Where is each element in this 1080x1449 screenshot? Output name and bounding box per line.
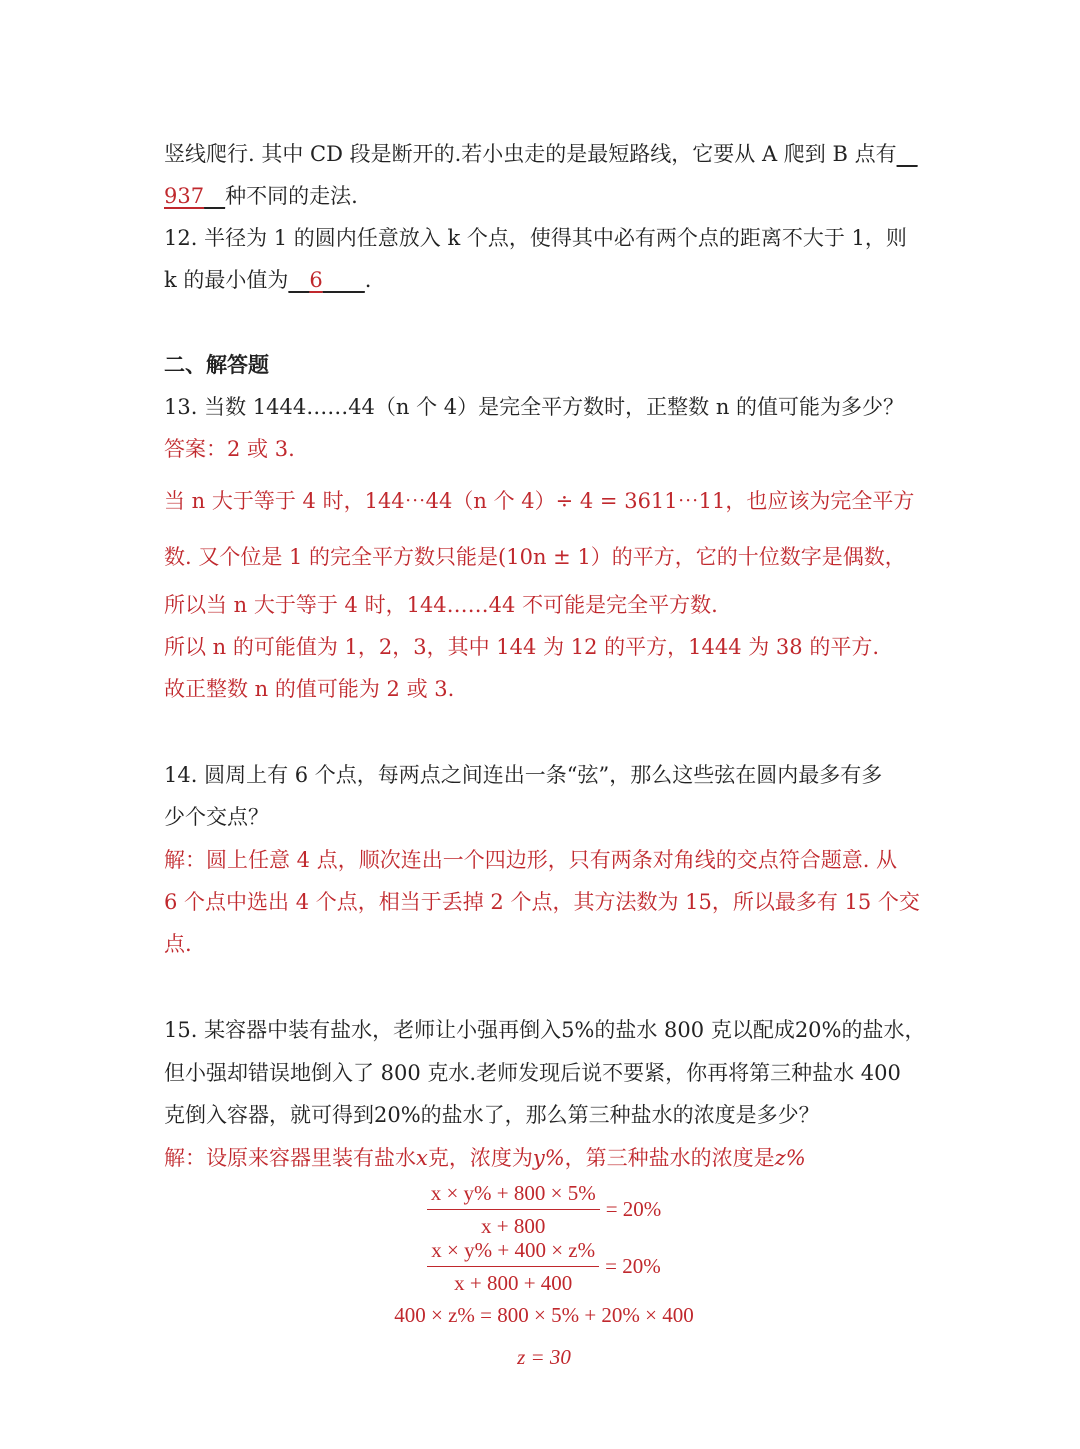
q14-question-2: 少个交点？ xyxy=(164,805,269,829)
q11-line-2 xyxy=(164,181,924,211)
section-heading: 二、解答题 xyxy=(164,352,269,377)
q15-eq2-denominator: x + 800 + 400 xyxy=(454,1271,573,1295)
q12-text: k 的最小值为 xyxy=(164,268,289,292)
q12-blank: __ xyxy=(288,268,310,292)
q13-solution-1: 当 n 大于等于 4 时，144⋯44（n 个 4）÷ 4 = 3611⋯11，也应该为完全平方 xyxy=(164,489,915,513)
q15-eq1-denominator: x + 800 xyxy=(481,1214,546,1238)
q12-answer: 6 xyxy=(309,268,323,292)
q15-eq1-numerator: x × y% + 800 × 5% xyxy=(427,1180,600,1210)
q13-answer: 答案：2 或 3. xyxy=(164,437,295,461)
q15-solution-intro xyxy=(164,1143,924,1173)
q11-text: 竖线爬行. 其中 CD 段是断开的.若小虫走的是最短路线，它要从 A 爬到 B 点有 xyxy=(164,142,897,166)
q12-line-2 xyxy=(164,265,924,295)
q13-solution-2: 数. 又个位是 1 的完全平方数只能是(10n ± 1）的平方，它的十位数字是偶数， xyxy=(164,545,906,569)
q11-answer: 937 xyxy=(164,184,205,208)
q12-tail: . xyxy=(364,268,372,292)
q15-var-x: x xyxy=(416,1146,428,1170)
q13-solution-3: 所以当 n 大于等于 4 时，144……44 不可能是完全平方数. xyxy=(164,593,718,617)
q15-question-2: 但小强却错误地倒入了 800 克水.老师发现后说不要紧，你再将第三种盐水 400 xyxy=(164,1061,901,1085)
q11-line-1 xyxy=(164,139,924,169)
q15-eq2-fraction xyxy=(427,1237,599,1296)
q15-equation-2 xyxy=(164,1237,924,1296)
q15-eq1-fraction xyxy=(427,1180,600,1239)
q12-blank-post: ____ xyxy=(322,268,365,292)
q15-question-1: 15. 某容器中装有盐水，老师让小强再倒入5%的盐水 800 克以配成20%的盐水， xyxy=(164,1018,926,1042)
q12-question: 12. 半径为 1 的圆内任意放入 k 个点，使得其中必有两个点的距离不大于 1，则 xyxy=(164,226,907,250)
q15-question-3: 克倒入容器，就可得到20%的盐水了，那么第三种盐水的浓度是多少？ xyxy=(164,1103,820,1127)
q11-blank: __ xyxy=(896,142,918,166)
q15-eq2-numerator: x × y% + 400 × z% xyxy=(427,1237,599,1267)
q13-question: 13. 当数 1444……44（n 个 4）是完全平方数时，正整数 n 的值可能为多少？ xyxy=(164,395,905,419)
q15-eq1-rhs: = 20% xyxy=(605,1197,662,1221)
q12-line-1 xyxy=(164,223,924,253)
q14-solution-3: 点. xyxy=(164,932,192,956)
q15-eq2-rhs: = 20% xyxy=(605,1254,661,1278)
q14-solution-1: 解：圆上任意 4 点，顺次连出一个四边形，只有两条对角线的交点符合题意. 从 xyxy=(164,848,898,872)
q13-solution-4: 所以 n 的可能值为 1，2，3，其中 144 为 12 的平方，1444 为 38 的平方. xyxy=(164,635,880,659)
q13-solution-5: 故正整数 n 的值可能为 2 或 3. xyxy=(164,677,455,701)
q15-sol-text-c: ，第三种盐水的浓度是 xyxy=(564,1146,775,1170)
q15-sol-text-b: 克，浓度为 xyxy=(427,1146,533,1170)
q14-question-1: 14. 圆周上有 6 个点，每两点之间连出一条“弦”，那么这些弦在圆内最多有多 xyxy=(164,763,883,787)
q14-solution-2: 6 个点中选出 4 个点，相当于丢掉 2 个点，其方法数为 15，所以最多有 15 个交 xyxy=(164,890,920,914)
q11-blank-post: __ xyxy=(204,184,226,208)
q15-equation-3: 400 × z% = 800 × 5% + 20% × 400 xyxy=(394,1303,694,1327)
q15-var-y: y% xyxy=(532,1146,565,1170)
q15-var-z: z% xyxy=(774,1146,806,1170)
q15-equation-4: z = 30 xyxy=(517,1345,571,1369)
q15-equation-1 xyxy=(164,1180,924,1239)
q15-sol-text-a: 解：设原来容器里装有盐水 xyxy=(164,1146,416,1170)
q11-tail: 种不同的走法. xyxy=(225,184,358,208)
